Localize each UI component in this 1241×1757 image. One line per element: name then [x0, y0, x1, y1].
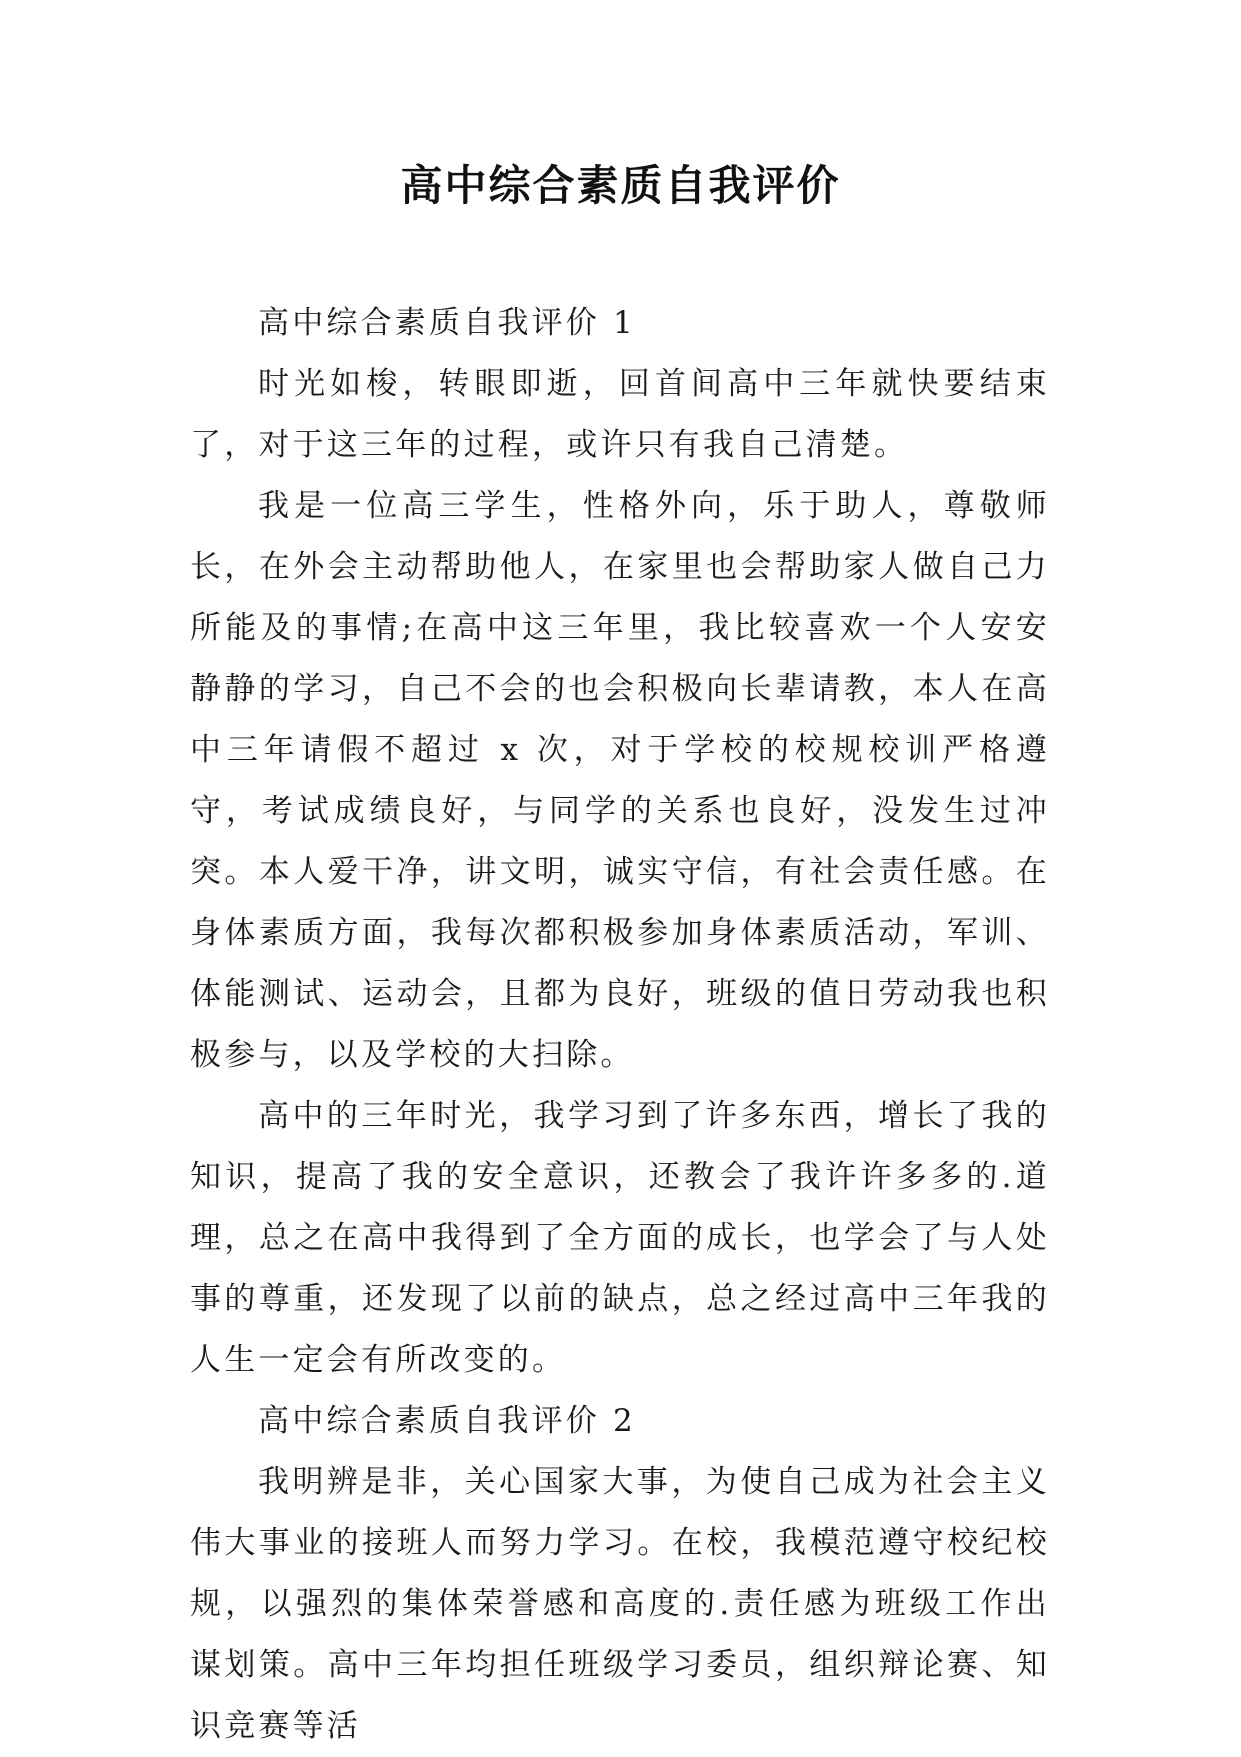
paragraph: 时光如梭，转眼即逝，回首间高中三年就快要结束了，对于这三年的过程，或许只有我自己清楚。: [190, 366, 1050, 463]
paragraph: 我是一位高三学生，性格外向，乐于助人，尊敬师长，在外会主动帮助他人，在家里也会帮助家人做自己力所能及的事情;在高中这三年里，我比较喜欢一个人安安静静的学习，自己不会的也会积极向长辈请教，本人在高中三年请假不超过 x 次，对于学校的校规校训严格遵守，考试成绩良好，与同学的关系也良好，没发生过冲突。本人爱干净，讲文明，诚实守信，有社会责任感。在身体素质方面，我每次都积极参加身体素质活动，军训、体能测试、运动会，且都为良好，班级的值日劳动我也积极参与，以及学校的大扫除。: [190, 488, 1050, 1073]
document-title: 高中综合素质自我评价: [400, 161, 841, 210]
paragraph: 高中的三年时光，我学习到了许多东西，增长了我的知识，提高了我的安全意识，还教会了我许许多多的.道理，总之在高中我得到了全方面的成长，也学会了与人处事的尊重，还发现了以前的缺点，总之经过高中三年我的人生一定会有所改变的。: [190, 1098, 1050, 1378]
section-heading-1: 高中综合素质自我评价 1: [258, 305, 636, 341]
document-body: [190, 293, 1050, 1757]
paragraph: 我明辨是非，关心国家大事，为使自己成为社会主义伟大事业的接班人而努力学习。在校，我模范遵守校纪校规，以强烈的集体荣誉感和高度的.责任感为班级工作出谋划策。高中三年均担任班级学习委员，组织辩论赛、知识竞赛等活: [190, 1464, 1050, 1744]
section-heading-2: 高中综合素质自我评价 2: [258, 1403, 636, 1439]
